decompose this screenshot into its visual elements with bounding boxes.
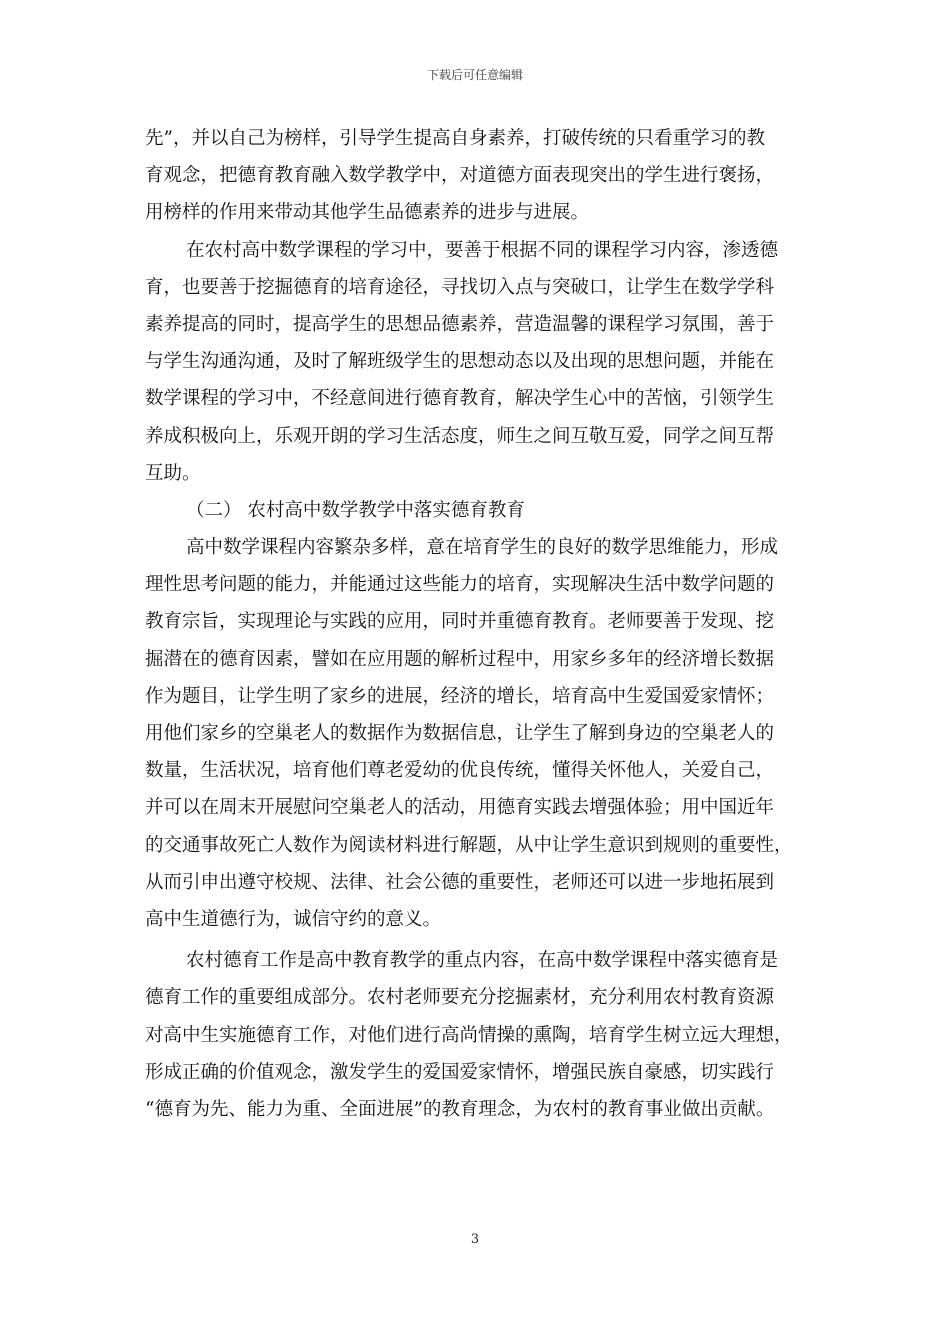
section-heading: （二） 农村高中数学教学中落实德育教育	[186, 499, 525, 521]
text-line: 理性思考问题的能力，并能通过这些能力的培育，实现解决生活中数学问题的	[145, 574, 775, 596]
text-line: 数学课程的学习中，不经意间进行德育教育，解决学生心中的苦恼，引领学生	[145, 388, 775, 410]
text-line: 与学生沟通沟通，及时了解班级学生的思想动态以及出现的思想问题，并能在	[145, 351, 775, 373]
paragraph-1	[145, 120, 820, 232]
paragraph-2	[145, 232, 820, 492]
text-line: 素养提高的同时，提高学生的思想品德素养，营造温馨的课程学习氛围，善于	[145, 313, 775, 335]
text-line: 并可以在周末开展慰问空巢老人的活动，用德育实践去增强体验；用中国近年	[145, 797, 775, 819]
text-line: “德育为先、能力为重、全面进展”的教育理念，为农村的教育事业做出贡献。	[145, 1098, 775, 1120]
text-line: 高中生道德行为，诚信守约的意义。	[145, 908, 442, 930]
text-line: 在农村高中数学课程的学习中，要善于根据不同的课程学习内容，渗透德	[186, 239, 779, 261]
text-line: 育，也要善于挖掘德育的培育途径，寻找切入点与突破口，让学生在数学学科	[145, 276, 775, 298]
text-line: 从而引申出遵守校规、法律、社会公德的重要性，老师还可以进一步地拓展到	[145, 871, 775, 893]
text-line: 教育宗旨，实现理论与实践的应用，同时并重德育教育。老师要善于发现、挖	[145, 611, 775, 633]
text-line: 数量，生活状况，培育他们尊老爱幼的优良传统，懂得关怀他人，关爱自己，	[145, 760, 775, 782]
text-line: 养成积极向上，乐观开朗的学习生活态度，师生之间互敬互爱，同学之间互帮	[145, 425, 775, 447]
text-line: 德育工作的重要组成部分。农村老师要充分挖掘素材，充分利用农村教育资源	[145, 987, 775, 1009]
text-line: 互助。	[145, 462, 201, 484]
text-line: 掘潜在的德育因素，譬如在应用题的解析过程中，用家乡多年的经济增长数据	[145, 648, 775, 670]
text-line: 形成正确的价值观念，激发学生的爱国爱家情怀，增强民族自豪感，切实践行	[145, 1061, 775, 1083]
text-line: 先”，并以自己为榜样，引导学生提高自身素养，打破传统的只看重学习的教	[145, 128, 765, 149]
document-body	[145, 120, 820, 1128]
page-header: 下载后可任意编辑	[426, 68, 523, 82]
paragraph-3	[145, 529, 820, 938]
text-line: 育观念，把德育教育融入数学教学中，对道德方面表现突出的学生进行褒扬，	[145, 165, 775, 187]
text-line: 高中数学课程内容繁杂多样，意在培育学生的良好的数学思维能力，形成	[186, 537, 779, 559]
paragraph-4	[145, 942, 820, 1128]
text-line: 用他们家乡的空巢老人的数据作为数据信息，让学生了解到身边的空巢老人的	[145, 723, 775, 744]
text-line: 用榜样的作用来带动其他学生品德素养的进步与进展。	[145, 202, 590, 224]
text-line: 作为题目，让学生明了家乡的进展，经济的增长，培育高中生爱国爱家情怀；	[145, 685, 775, 707]
text-line: 农村德育工作是高中教育教学的重点内容，在高中数学课程中落实德育是	[186, 950, 779, 972]
text-line: 对高中生实施德育工作，对他们进行高尚情操的熏陶，培育学生树立远大理想，	[145, 1024, 793, 1046]
text-line: 的交通事故死亡人数作为阅读材料进行解题，从中让学生意识到规则的重要性，	[145, 834, 793, 856]
page-number: 3	[470, 1232, 480, 1247]
